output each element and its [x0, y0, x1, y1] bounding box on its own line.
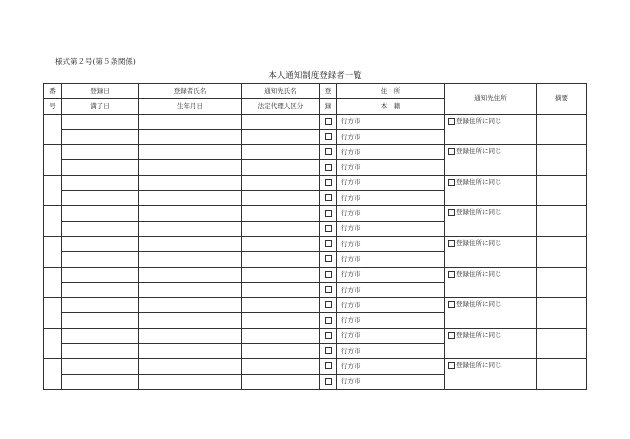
birth-date-cell[interactable] [139, 282, 242, 297]
registration-checkbox-cell [320, 145, 337, 160]
expiry-date-cell[interactable] [62, 344, 139, 359]
honseki-city: 行方市 [341, 224, 361, 233]
number-cell[interactable] [44, 328, 62, 359]
same-as-registered-label: 登録住所に同じ [456, 269, 502, 278]
registration-date-cell[interactable] [62, 114, 139, 129]
registration-checkbox[interactable] [325, 362, 332, 369]
honseki-city: 行方市 [341, 193, 361, 202]
registration-checkbox[interactable] [325, 301, 332, 308]
registration-date-cell[interactable] [62, 298, 139, 313]
remarks-cell[interactable] [537, 298, 587, 329]
legal-representative-cell[interactable] [242, 344, 320, 359]
honseki-city: 行方市 [341, 132, 361, 141]
notify-address-cell [445, 114, 537, 145]
honseki-checkbox-cell [320, 282, 337, 297]
number-cell[interactable] [44, 145, 62, 176]
legal-representative-cell[interactable] [242, 160, 320, 175]
registration-date-cell[interactable] [62, 206, 139, 221]
remarks-cell[interactable] [537, 114, 587, 145]
number-cell[interactable] [44, 267, 62, 298]
header-registration-line2: 録 [320, 99, 337, 114]
expiry-date-cell[interactable] [62, 221, 139, 236]
header-remarks: 摘要 [537, 84, 587, 115]
notify-address-cell [445, 267, 537, 298]
honseki-cell[interactable] [337, 374, 445, 389]
birth-date-cell[interactable] [139, 313, 242, 328]
honseki-checkbox-cell [320, 191, 337, 206]
same-as-registered-checkbox[interactable] [448, 148, 455, 155]
header-row-1 [44, 84, 587, 99]
registration-date-cell[interactable] [62, 145, 139, 160]
address-city: 行方市 [341, 178, 361, 187]
registrant-name-cell[interactable] [139, 328, 242, 343]
honseki-cell[interactable] [337, 129, 445, 144]
same-as-registered-label: 登録住所に同じ [456, 238, 502, 247]
remarks-cell[interactable] [537, 206, 587, 237]
header-registrant-name: 登録者氏名 [139, 84, 242, 99]
same-as-registered-checkbox[interactable] [448, 301, 455, 308]
same-as-registered-label: 登録住所に同じ [456, 208, 502, 217]
registration-date-cell[interactable] [62, 175, 139, 190]
same-as-registered-checkbox[interactable] [448, 118, 455, 125]
registration-checkbox[interactable] [325, 179, 332, 186]
honseki-city: 行方市 [341, 285, 361, 294]
expiry-date-cell[interactable] [62, 282, 139, 297]
honseki-cell[interactable] [337, 282, 445, 297]
registration-checkbox[interactable] [325, 240, 332, 247]
registration-checkbox-cell [320, 236, 337, 251]
remarks-cell[interactable] [537, 328, 587, 359]
notify-name-cell[interactable] [242, 359, 320, 374]
honseki-cell[interactable] [337, 344, 445, 359]
honseki-checkbox-cell [320, 313, 337, 328]
form-number: 様式第２号(第５条関係) [55, 57, 136, 66]
notify-name-cell[interactable] [242, 145, 320, 160]
legal-representative-cell[interactable] [242, 191, 320, 206]
address-city: 行方市 [341, 239, 361, 248]
honseki-checkbox-cell [320, 160, 337, 175]
header-number-line1: 番 [44, 84, 62, 99]
table-row [44, 267, 587, 282]
registration-checkbox-cell [320, 267, 337, 282]
honseki-checkbox-cell [320, 344, 337, 359]
honseki-checkbox[interactable] [325, 225, 332, 232]
header-honseki: 本 籍 [337, 99, 445, 114]
honseki-cell[interactable] [337, 313, 445, 328]
same-as-registered-checkbox[interactable] [448, 209, 455, 216]
table-row [44, 114, 587, 129]
honseki-checkbox[interactable] [325, 317, 332, 324]
registration-date-cell[interactable] [62, 267, 139, 282]
honseki-city: 行方市 [341, 316, 361, 325]
registration-checkbox-cell [320, 175, 337, 190]
birth-date-cell[interactable] [139, 221, 242, 236]
birth-date-cell[interactable] [139, 252, 242, 267]
registration-checkbox[interactable] [325, 148, 332, 155]
address-cell[interactable] [337, 236, 445, 251]
table-row [44, 359, 587, 374]
notify-name-cell[interactable] [242, 328, 320, 343]
same-as-registered-label: 登録住所に同じ [456, 361, 502, 370]
address-cell[interactable] [337, 359, 445, 374]
expiry-date-cell[interactable] [62, 191, 139, 206]
legal-representative-cell[interactable] [242, 252, 320, 267]
address-cell[interactable] [337, 145, 445, 160]
notify-name-cell[interactable] [242, 298, 320, 313]
honseki-cell[interactable] [337, 191, 445, 206]
same-as-registered-checkbox[interactable] [448, 362, 455, 369]
notify-address-cell [445, 145, 537, 176]
number-cell[interactable] [44, 175, 62, 206]
legal-representative-cell[interactable] [242, 282, 320, 297]
table-row [44, 175, 587, 190]
honseki-checkbox-cell [320, 221, 337, 236]
honseki-city: 行方市 [341, 254, 361, 263]
page-title: 本人通知制度登録者一覧 [268, 71, 362, 81]
header-address: 住 所 [337, 84, 445, 99]
header-birth-date: 生年月日 [139, 99, 242, 114]
remarks-cell[interactable] [537, 359, 587, 390]
same-as-registered-checkbox[interactable] [448, 179, 455, 186]
address-cell[interactable] [337, 328, 445, 343]
address-city: 行方市 [341, 361, 361, 370]
table-row [44, 145, 587, 160]
honseki-cell[interactable] [337, 221, 445, 236]
number-cell[interactable] [44, 114, 62, 145]
registration-date-cell[interactable] [62, 359, 139, 374]
header-legal-representative: 法定代理人区分 [242, 99, 320, 114]
address-city: 行方市 [341, 300, 361, 309]
header-registration-date: 登録日 [62, 84, 139, 99]
registrant-name-cell[interactable] [139, 298, 242, 313]
honseki-city: 行方市 [341, 346, 361, 355]
honseki-checkbox[interactable] [325, 347, 332, 354]
address-city: 行方市 [341, 147, 361, 156]
registration-checkbox-cell [320, 114, 337, 129]
honseki-checkbox[interactable] [325, 286, 332, 293]
registrant-name-cell[interactable] [139, 145, 242, 160]
address-cell[interactable] [337, 267, 445, 282]
honseki-checkbox[interactable] [325, 194, 332, 201]
header-expiry-date: 満了日 [62, 99, 139, 114]
notify-address-cell [445, 298, 537, 329]
registration-checkbox[interactable] [325, 210, 332, 217]
address-cell[interactable] [337, 175, 445, 190]
registrant-name-cell[interactable] [139, 359, 242, 374]
header-notify-address: 通知先住所 [445, 84, 537, 115]
registrant-table [43, 83, 587, 390]
registrant-name-cell[interactable] [139, 236, 242, 251]
number-cell[interactable] [44, 236, 62, 267]
registration-checkbox[interactable] [325, 332, 332, 339]
birth-date-cell[interactable] [139, 129, 242, 144]
registrant-rows [44, 114, 587, 389]
registration-checkbox-cell [320, 359, 337, 374]
honseki-city: 行方市 [341, 163, 361, 172]
number-cell[interactable] [44, 206, 62, 237]
legal-representative-cell[interactable] [242, 221, 320, 236]
expiry-date-cell[interactable] [62, 374, 139, 389]
remarks-cell[interactable] [537, 236, 587, 267]
expiry-date-cell[interactable] [62, 252, 139, 267]
honseki-checkbox-cell [320, 374, 337, 389]
honseki-cell[interactable] [337, 252, 445, 267]
honseki-checkbox[interactable] [325, 378, 332, 385]
table-row [44, 236, 587, 251]
same-as-registered-checkbox[interactable] [448, 271, 455, 278]
notify-address-cell [445, 359, 537, 390]
expiry-date-cell[interactable] [62, 129, 139, 144]
header-number-line2: 号 [44, 99, 62, 114]
honseki-checkbox[interactable] [325, 164, 332, 171]
same-as-registered-label: 登録住所に同じ [456, 177, 502, 186]
registration-checkbox-cell [320, 328, 337, 343]
legal-representative-cell[interactable] [242, 313, 320, 328]
remarks-cell[interactable] [537, 175, 587, 206]
notify-address-cell [445, 236, 537, 267]
registrant-name-cell[interactable] [139, 267, 242, 282]
notify-name-cell[interactable] [242, 206, 320, 221]
expiry-date-cell[interactable] [62, 313, 139, 328]
number-cell[interactable] [44, 359, 62, 390]
table-row [44, 206, 587, 221]
registrant-name-cell[interactable] [139, 175, 242, 190]
honseki-checkbox[interactable] [325, 133, 332, 140]
registration-date-cell[interactable] [62, 236, 139, 251]
honseki-checkbox-cell [320, 129, 337, 144]
registrant-name-cell[interactable] [139, 206, 242, 221]
honseki-cell[interactable] [337, 160, 445, 175]
birth-date-cell[interactable] [139, 374, 242, 389]
address-cell[interactable] [337, 206, 445, 221]
address-cell[interactable] [337, 298, 445, 313]
notify-name-cell[interactable] [242, 267, 320, 282]
registration-checkbox-cell [320, 298, 337, 313]
number-cell[interactable] [44, 298, 62, 329]
header-registration-line1: 登 [320, 84, 337, 99]
address-city: 行方市 [341, 117, 361, 126]
notify-address-cell [445, 175, 537, 206]
same-as-registered-label: 登録住所に同じ [456, 147, 502, 156]
remarks-cell[interactable] [537, 267, 587, 298]
address-city: 行方市 [341, 270, 361, 279]
notify-name-cell[interactable] [242, 114, 320, 129]
table-row [44, 328, 587, 343]
same-as-registered-label: 登録住所に同じ [456, 300, 502, 309]
address-city: 行方市 [341, 209, 361, 218]
same-as-registered-checkbox[interactable] [448, 240, 455, 247]
birth-date-cell[interactable] [139, 191, 242, 206]
notify-name-cell[interactable] [242, 236, 320, 251]
registration-checkbox[interactable] [325, 118, 332, 125]
registration-checkbox-cell [320, 206, 337, 221]
honseki-city: 行方市 [341, 377, 361, 386]
registration-checkbox[interactable] [325, 271, 332, 278]
address-cell[interactable] [337, 114, 445, 129]
honseki-checkbox-cell [320, 252, 337, 267]
same-as-registered-label: 登録住所に同じ [456, 116, 502, 125]
honseki-checkbox[interactable] [325, 255, 332, 262]
registration-date-cell[interactable] [62, 328, 139, 343]
notify-address-cell [445, 328, 537, 359]
same-as-registered-label: 登録住所に同じ [456, 330, 502, 339]
birth-date-cell[interactable] [139, 160, 242, 175]
notify-name-cell[interactable] [242, 175, 320, 190]
header-notify-name: 通知先氏名 [242, 84, 320, 99]
legal-representative-cell[interactable] [242, 374, 320, 389]
table-row [44, 298, 587, 313]
expiry-date-cell[interactable] [62, 160, 139, 175]
same-as-registered-checkbox[interactable] [448, 332, 455, 339]
remarks-cell[interactable] [537, 145, 587, 176]
notify-address-cell [445, 206, 537, 237]
legal-representative-cell[interactable] [242, 129, 320, 144]
address-city: 行方市 [341, 331, 361, 340]
registrant-name-cell[interactable] [139, 114, 242, 129]
birth-date-cell[interactable] [139, 344, 242, 359]
